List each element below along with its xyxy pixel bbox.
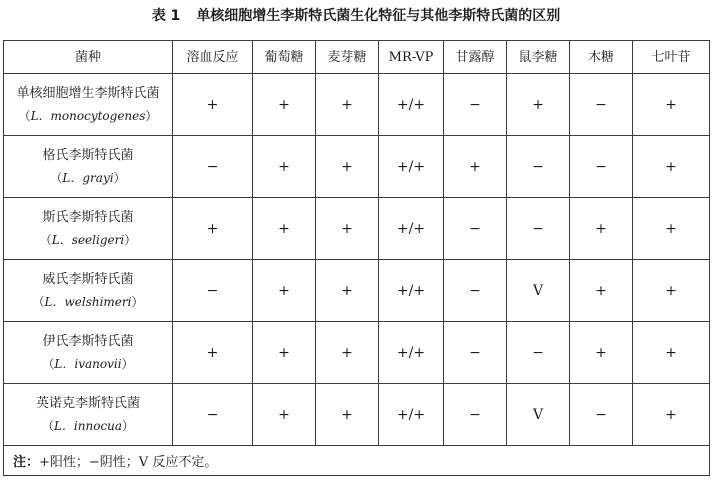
header-maltose: 麦芽糖 — [316, 41, 379, 74]
species-cell — [4, 136, 173, 198]
result-cell: + — [570, 198, 633, 260]
result-cell: +/+ — [379, 198, 444, 260]
note-row — [4, 446, 710, 476]
species-name: 单核细胞增生李斯特氏菌 — [16, 85, 160, 101]
result-cell: − — [444, 74, 507, 136]
table-number: 表 1 — [151, 8, 181, 24]
result-cell: + — [253, 384, 316, 446]
result-cell: +/+ — [379, 322, 444, 384]
result-cell: + — [633, 198, 710, 260]
species-cell — [4, 322, 173, 384]
header-species: 菌种 — [4, 41, 173, 74]
result-cell: + — [633, 260, 710, 322]
header-hemolysis: 溶血反应 — [173, 41, 253, 74]
result-cell: + — [173, 322, 253, 384]
result-cell: − — [570, 136, 633, 198]
species-latin-name: （L．seeligeri） — [39, 232, 137, 247]
result-cell: + — [316, 384, 379, 446]
species-name: 斯氏李斯特氏菌 — [42, 209, 134, 225]
result-cell: + — [253, 260, 316, 322]
species-name: 格氏李斯特氏菌 — [42, 147, 134, 163]
result-cell: +/+ — [379, 260, 444, 322]
species-name: 威氏李斯特氏菌 — [42, 271, 134, 287]
result-cell: + — [633, 74, 710, 136]
result-cell: + — [316, 322, 379, 384]
result-cell: + — [633, 384, 710, 446]
species-latin-name: （L．innocua） — [41, 418, 135, 433]
result-cell: + — [253, 198, 316, 260]
result-cell: + — [570, 322, 633, 384]
result-cell: + — [173, 74, 253, 136]
species-cell — [4, 384, 173, 446]
result-cell: + — [316, 260, 379, 322]
species-latin-name: （L．grayi） — [50, 170, 126, 185]
header-xylose: 木糖 — [570, 41, 633, 74]
result-cell: + — [633, 322, 710, 384]
note-label: 注： — [13, 455, 40, 470]
result-cell: − — [444, 260, 507, 322]
result-cell: +/+ — [379, 74, 444, 136]
note-text: +阳性；−阴性；V 反应不定。 — [39, 455, 218, 470]
species-name: 伊氏李斯特氏菌 — [42, 333, 134, 349]
result-cell: − — [507, 322, 570, 384]
header-rhamnose: 鼠李糖 — [507, 41, 570, 74]
result-cell: V — [507, 260, 570, 322]
table-title: 单核细胞增生李斯特氏菌生化特征与其他李斯特氏菌的区别 — [196, 8, 561, 24]
table-caption — [0, 6, 712, 26]
biochemical-table — [3, 40, 710, 476]
header-mr-vp: MR-VP — [379, 41, 444, 74]
species-cell — [4, 198, 173, 260]
table-row — [4, 260, 710, 322]
header-mannitol: 甘露醇 — [444, 41, 507, 74]
result-cell: + — [253, 322, 316, 384]
result-cell: − — [444, 322, 507, 384]
species-latin-name: （L．monocytogenes） — [18, 108, 158, 123]
header-glucose: 葡萄糖 — [253, 41, 316, 74]
result-cell: + — [316, 74, 379, 136]
result-cell: − — [173, 136, 253, 198]
result-cell: − — [173, 260, 253, 322]
species-latin-name: （L．ivanovii） — [42, 356, 134, 371]
result-cell: − — [444, 198, 507, 260]
table-row — [4, 74, 710, 136]
result-cell: + — [570, 260, 633, 322]
table-row — [4, 136, 710, 198]
result-cell: + — [253, 136, 316, 198]
result-cell: V — [507, 384, 570, 446]
species-cell — [4, 260, 173, 322]
table-row — [4, 384, 710, 446]
result-cell: − — [507, 198, 570, 260]
result-cell: − — [570, 384, 633, 446]
result-cell: +/+ — [379, 136, 444, 198]
table-row — [4, 322, 710, 384]
result-cell: − — [507, 136, 570, 198]
header-row — [4, 41, 710, 74]
result-cell: + — [444, 136, 507, 198]
result-cell: +/+ — [379, 384, 444, 446]
header-esculin: 七叶苷 — [633, 41, 710, 74]
species-latin-name: （L．welshimeri） — [32, 294, 144, 309]
result-cell: + — [316, 198, 379, 260]
species-name: 英诺克李斯特氏菌 — [35, 395, 140, 411]
note-cell — [4, 446, 710, 476]
result-cell: + — [253, 74, 316, 136]
result-cell: − — [570, 74, 633, 136]
result-cell: + — [633, 136, 710, 198]
result-cell: + — [507, 74, 570, 136]
result-cell: − — [444, 384, 507, 446]
species-cell — [4, 74, 173, 136]
result-cell: − — [173, 384, 253, 446]
table-row — [4, 198, 710, 260]
result-cell: + — [316, 136, 379, 198]
result-cell: + — [173, 198, 253, 260]
